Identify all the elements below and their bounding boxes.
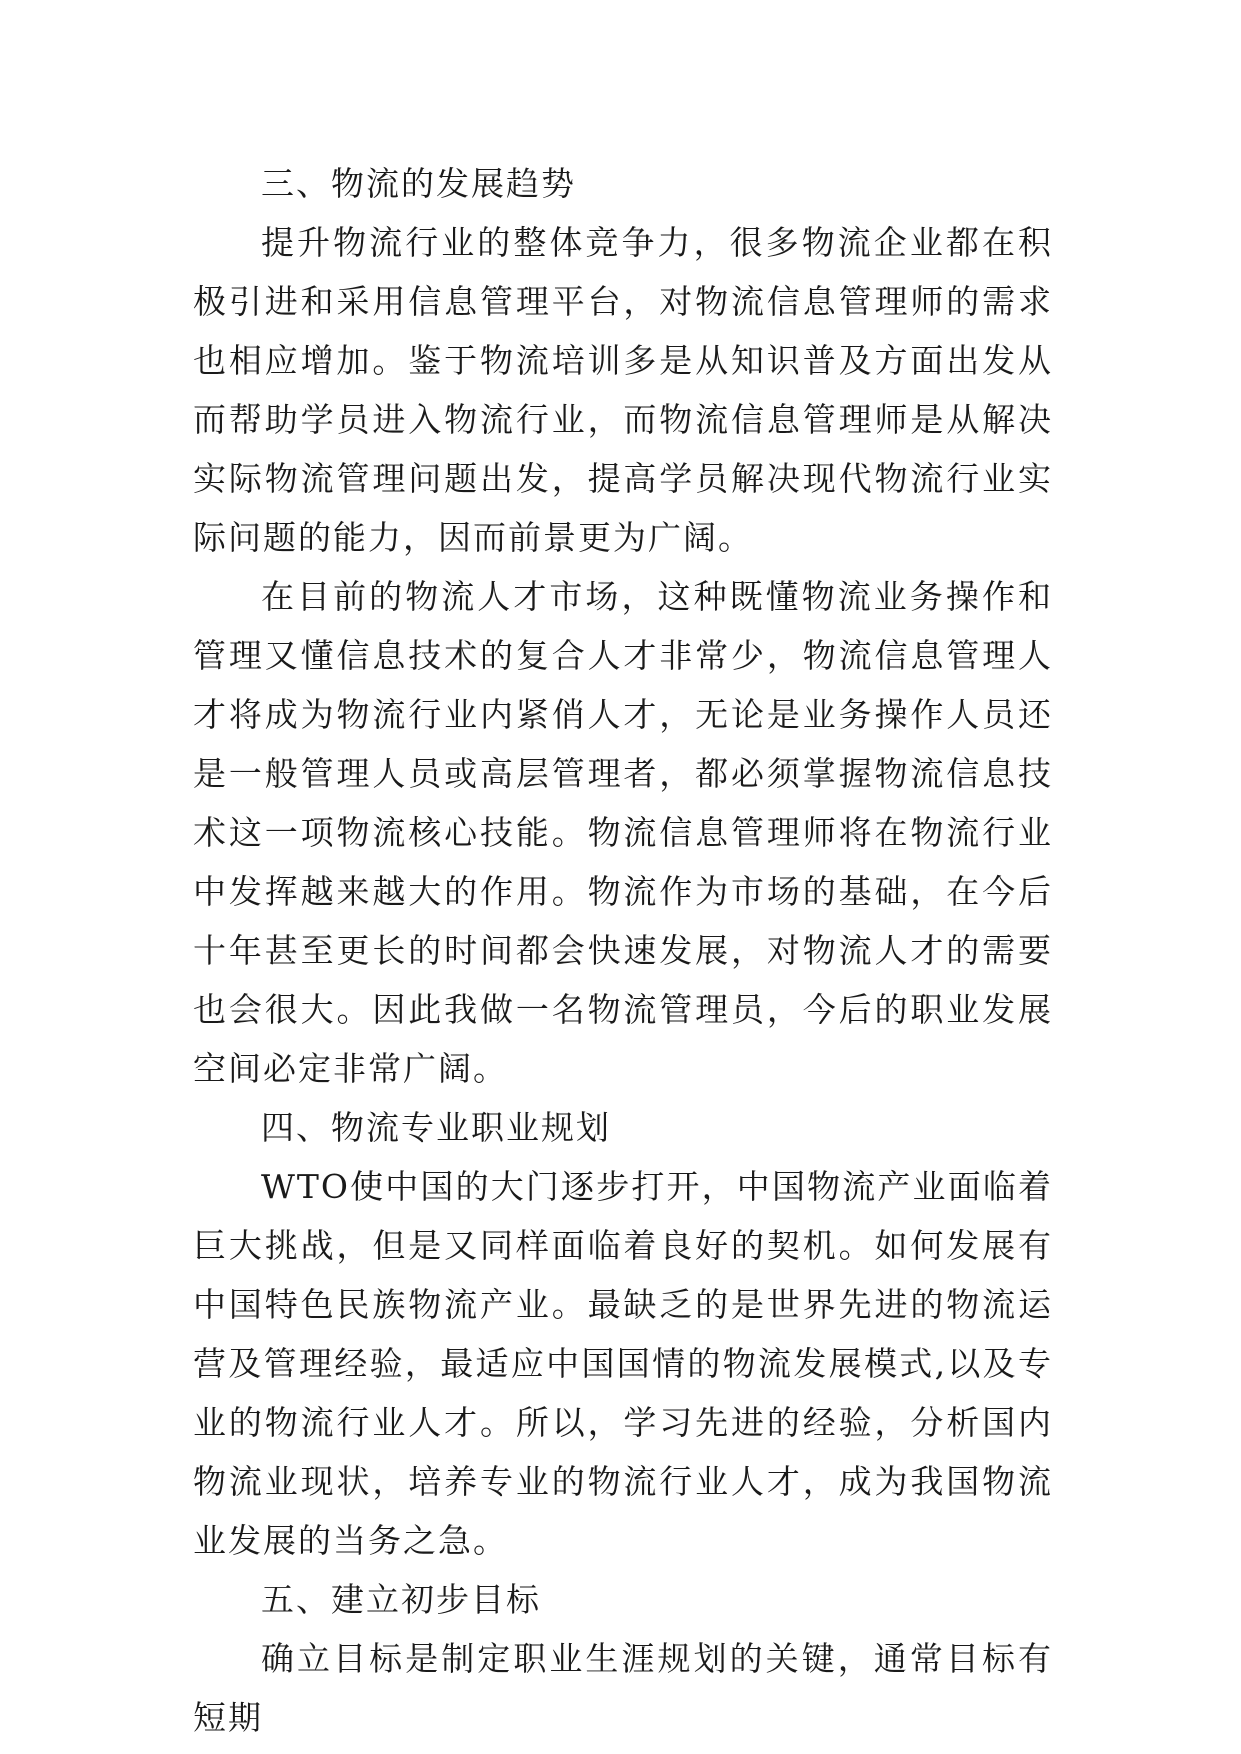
document-body [193,154,1053,1747]
paragraph-career-plan: WTO使中国的大门逐步打开，中国物流产业面临着巨大挑战，但是又同样面临着良好的契机。如何发展有中国特色民族物流产业。最缺乏的是世界先进的物流运营及管理经验，最适应中国国情的物流发展模式,以及专业的物流行业人才。所以，学习先进的经验，分析国内物流业现状，培养专业的物流行业人才，成为我国物流业发展的当务之急。 [193,1167,1053,1560]
paragraph-trend-1: 提升物流行业的整体竞争力，很多物流企业都在积极引进和采用信息管理平台，对物流信息管理师的需求也相应增加。鉴于物流培训多是从知识普及方面出发从而帮助学员进入物流行业，而物流信息管理师是从解决实际物流管理问题出发，提高学员解决现代物流行业实际问题的能力，因而前景更为广阔。 [193,223,1053,557]
paragraph-trend-2: 在目前的物流人才市场，这种既懂物流业务操作和管理又懂信息技术的复合人才非常少，物流信息管理人才将成为物流行业内紧俏人才，无论是业务操作人员还是一般管理人员或高层管理者，都必须掌握物流信息技术这一项物流核心技能。物流信息管理师将在物流行业中发挥越来越大的作用。物流作为市场的基础，在今后十年甚至更长的时间都会快速发展，对物流人才的需要也会很大。因此我做一名物流管理员，今后的职业发展空间必定非常广阔。 [193,577,1053,1088]
paragraph-goals: 确立目标是制定职业生涯规划的关键，通常目标有短期 [193,1639,1053,1737]
section-heading-3: 三、物流的发展趋势 [261,164,576,203]
section-heading-4: 四、物流专业职业规划 [261,1108,611,1147]
section-heading-5: 五、建立初步目标 [261,1580,541,1619]
